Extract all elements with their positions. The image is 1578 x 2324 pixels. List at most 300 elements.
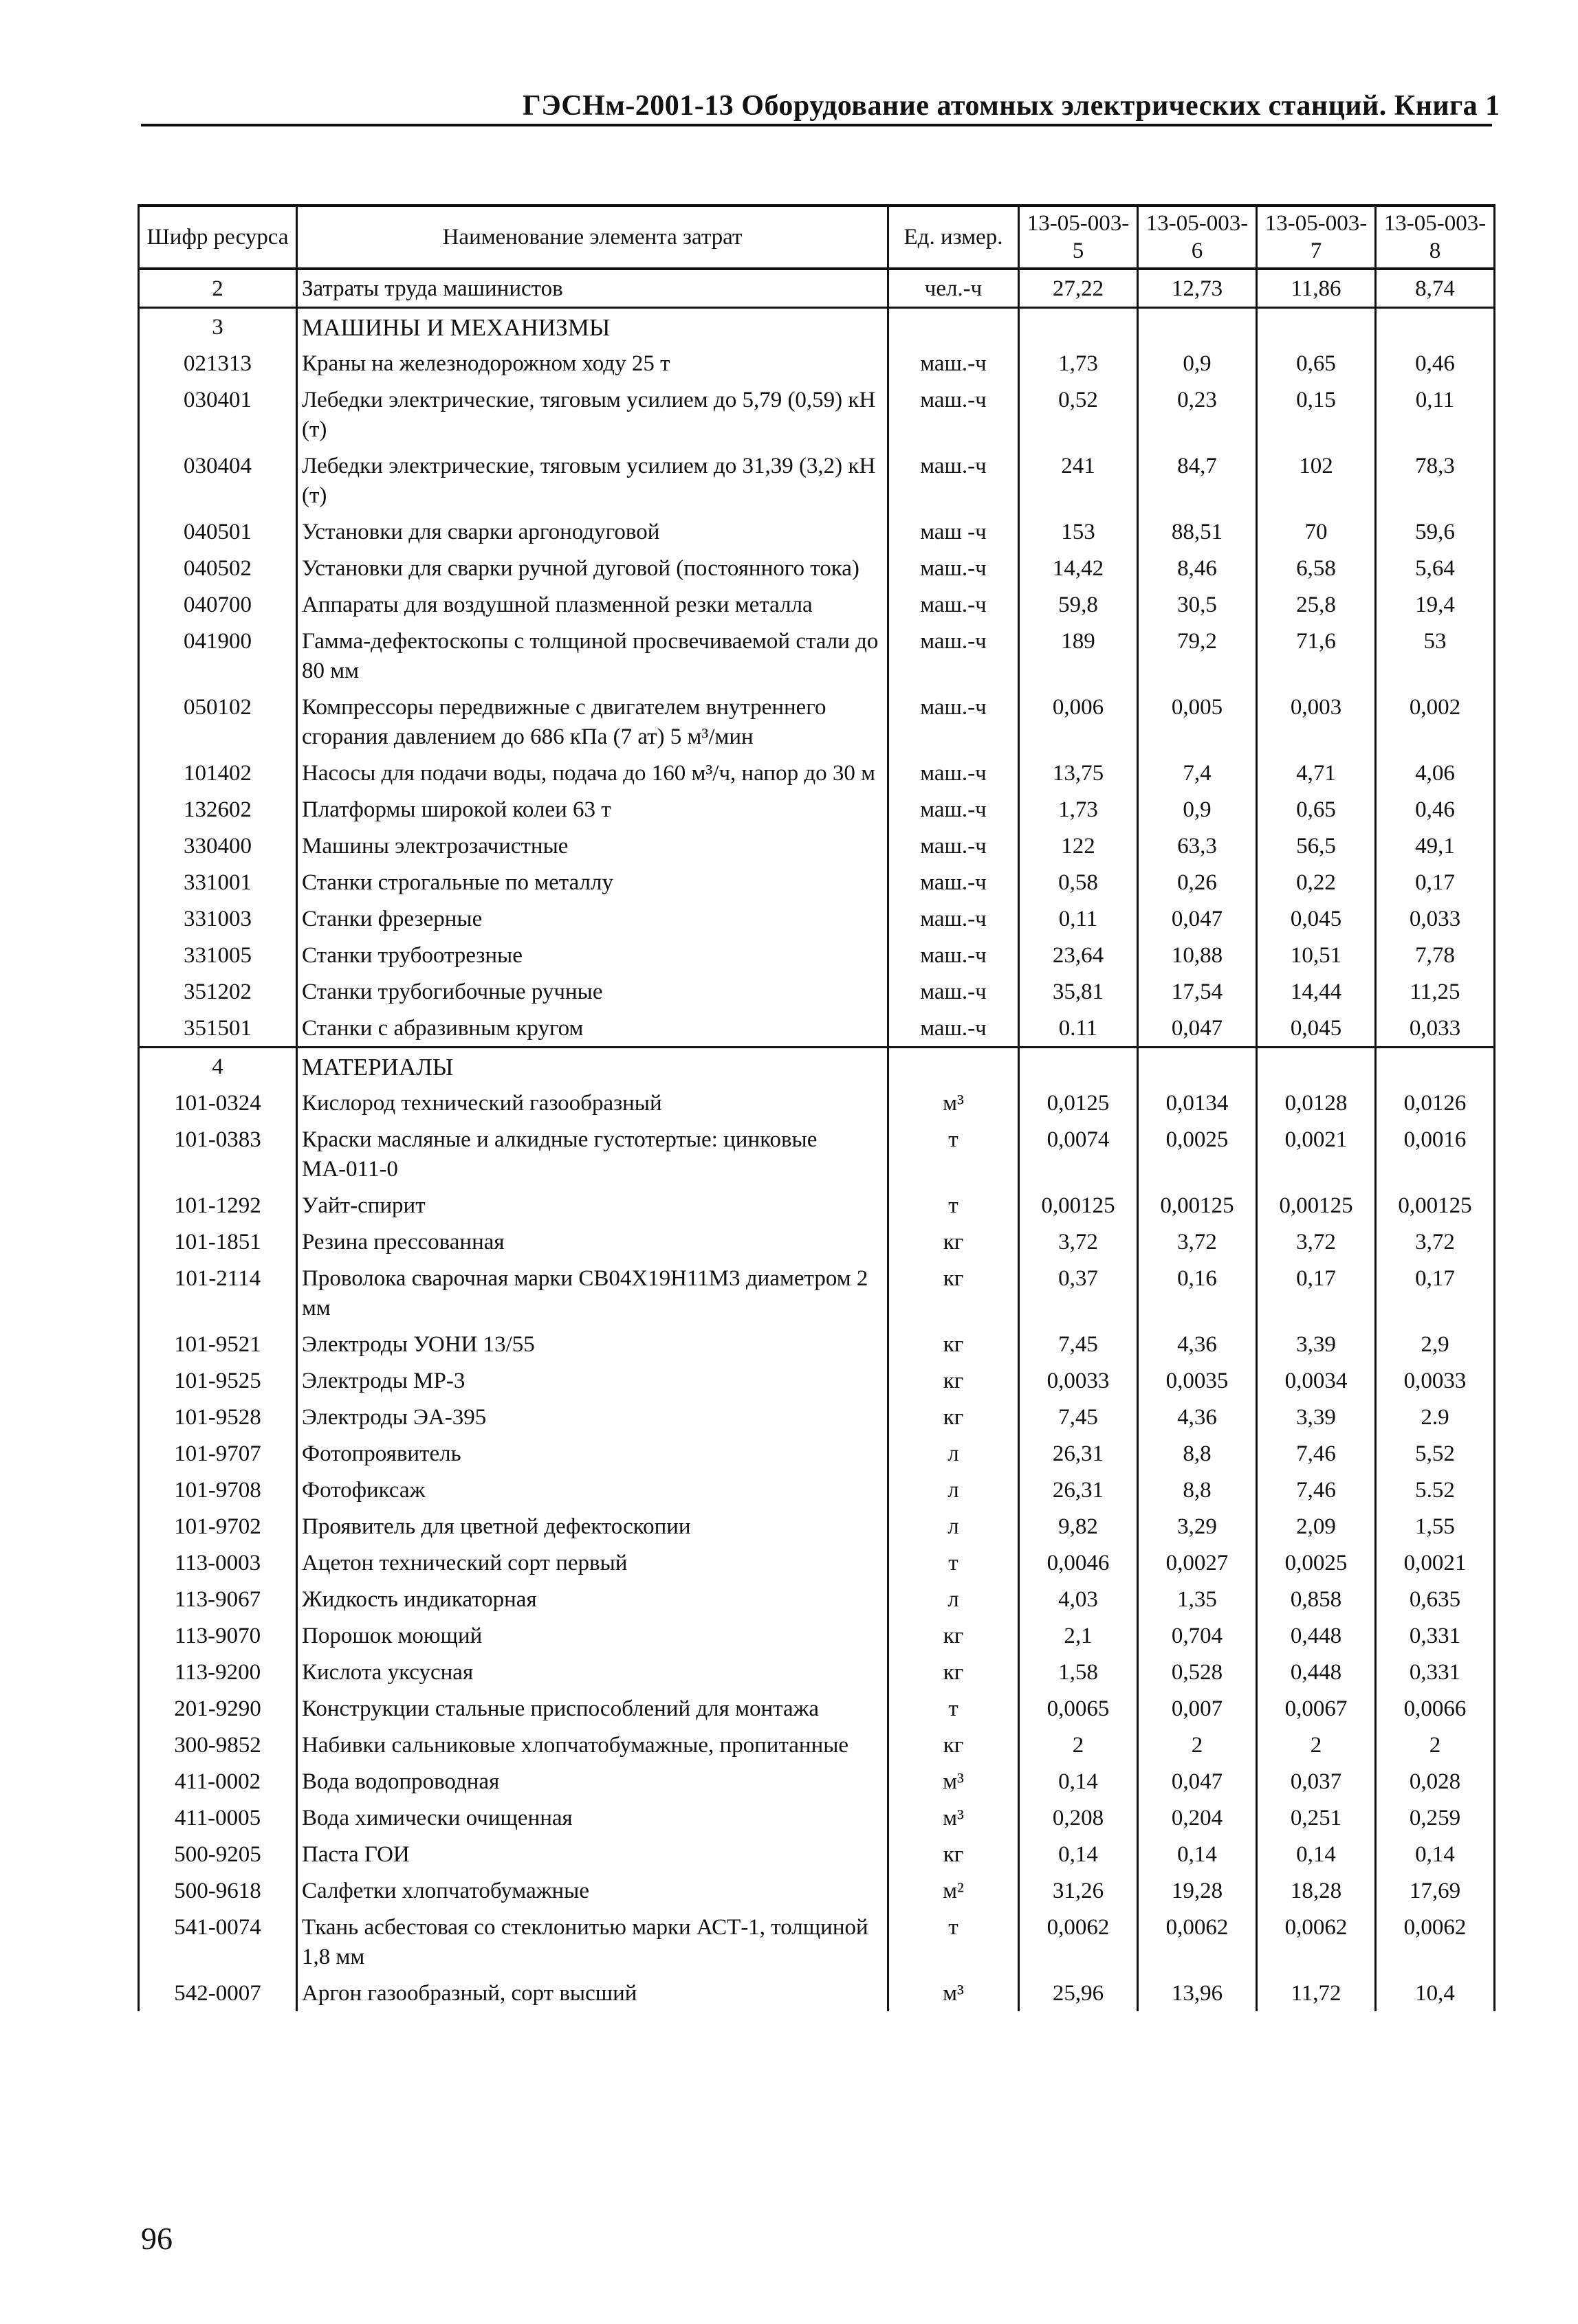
unit-cell: л: [888, 1472, 1019, 1508]
unit-cell: маш.-ч: [888, 447, 1019, 513]
resource-name-cell: Проволока сварочная марки СВ04Х19Н11М3 диаметром 2 мм: [297, 1260, 888, 1326]
table-row: [139, 755, 1495, 791]
table-row: [139, 1800, 1495, 1836]
value-cell-13-05-003-8: 5.52: [1376, 1472, 1495, 1508]
unit-cell: кг: [888, 1617, 1019, 1654]
value-cell-13-05-003-5: 0,58: [1019, 864, 1138, 900]
resource-name-cell: Компрессоры передвижные с двигателем внутреннего сгорания давлением до 686 кПа (7 ат) 5 м³/мин: [297, 689, 888, 755]
value-cell-13-05-003-7: 0,0034: [1257, 1362, 1376, 1399]
resource-name-cell: Вода водопроводная: [297, 1763, 888, 1800]
section-row: [139, 1048, 1495, 1085]
resource-code-cell: 101-1292: [139, 1187, 297, 1224]
resource-code-cell: 542-0007: [139, 1975, 297, 2011]
value-cell-13-05-003-5: 26,31: [1019, 1472, 1138, 1508]
value-cell-13-05-003-6: 0,0025: [1138, 1121, 1257, 1187]
value-cell-13-05-003-7: 10,51: [1257, 937, 1376, 973]
value-cell-13-05-003-7: 0,00125: [1257, 1187, 1376, 1224]
table-row: [139, 791, 1495, 828]
unit-cell: кг: [888, 1654, 1019, 1690]
value-cell-13-05-003-5: 0,14: [1019, 1763, 1138, 1800]
resource-name-cell: Фотопроявитель: [297, 1435, 888, 1472]
table-row: [139, 1121, 1495, 1187]
resource-code-cell: 201-9290: [139, 1690, 297, 1727]
value-cell-13-05-003-5: 0,0033: [1019, 1362, 1138, 1399]
resource-name-cell: Салфетки хлопчатобумажные: [297, 1872, 888, 1909]
section-row: [139, 308, 1495, 346]
resource-code-cell: 2: [139, 269, 297, 308]
value-cell-13-05-003-8: 5,52: [1376, 1435, 1495, 1472]
resource-code-cell: 101-9528: [139, 1399, 297, 1435]
value-cell-13-05-003-8: 19,4: [1376, 586, 1495, 623]
value-cell-13-05-003-8: 78,3: [1376, 447, 1495, 513]
table-row: [139, 345, 1495, 381]
resource-code-cell: 050102: [139, 689, 297, 755]
resource-code-cell: 132602: [139, 791, 297, 828]
unit-cell: кг: [888, 1326, 1019, 1362]
value-cell-13-05-003-6: 0,007: [1138, 1690, 1257, 1727]
value-cell-13-05-003-6: 30,5: [1138, 586, 1257, 623]
value-cell-13-05-003-5: 35,81: [1019, 973, 1138, 1010]
resource-code-cell: 500-9205: [139, 1836, 297, 1872]
value-cell-13-05-003-8: 0,0033: [1376, 1362, 1495, 1399]
value-cell-13-05-003-7: 0,448: [1257, 1617, 1376, 1654]
value-cell-13-05-003-6: 0,047: [1138, 900, 1257, 937]
value-cell-13-05-003-5: 2,1: [1019, 1617, 1138, 1654]
value-cell-13-05-003-8: 17,69: [1376, 1872, 1495, 1909]
resource-name-cell: Станки трубогибочные ручные: [297, 973, 888, 1010]
unit-cell: т: [888, 1187, 1019, 1224]
unit-cell: [888, 1048, 1019, 1085]
table-row: [139, 1508, 1495, 1545]
table-row: [139, 1763, 1495, 1800]
table-row: [139, 1472, 1495, 1508]
table-row: [139, 550, 1495, 586]
value-cell-13-05-003-5: 59,8: [1019, 586, 1138, 623]
value-cell-13-05-003-8: [1376, 1048, 1495, 1085]
unit-cell: [888, 308, 1019, 346]
resource-code-cell: 4: [139, 1048, 297, 1085]
unit-cell: маш.-ч: [888, 689, 1019, 755]
resource-code-cell: 113-9070: [139, 1617, 297, 1654]
unit-cell: маш.-ч: [888, 550, 1019, 586]
value-cell-13-05-003-6: 0,14: [1138, 1836, 1257, 1872]
value-cell-13-05-003-5: [1019, 308, 1138, 346]
value-cell-13-05-003-6: [1138, 308, 1257, 346]
resource-name-cell: Краски масляные и алкидные густотертые: цинковые МА-011-0: [297, 1121, 888, 1187]
value-cell-13-05-003-8: 7,78: [1376, 937, 1495, 973]
unit-cell: л: [888, 1435, 1019, 1472]
value-cell-13-05-003-6: [1138, 1048, 1257, 1085]
resource-name-cell: Кислород технический газообразный: [297, 1085, 888, 1121]
value-cell-13-05-003-5: 153: [1019, 513, 1138, 550]
resource-code-cell: 101-0383: [139, 1121, 297, 1187]
value-cell-13-05-003-5: 23,64: [1019, 937, 1138, 973]
table-row: [139, 381, 1495, 447]
page-number: 96: [141, 2221, 173, 2256]
value-cell-13-05-003-5: 9,82: [1019, 1508, 1138, 1545]
value-cell-13-05-003-6: 0,00125: [1138, 1187, 1257, 1224]
resource-name-cell: Паста ГОИ: [297, 1836, 888, 1872]
resource-code-cell: 113-9067: [139, 1581, 297, 1617]
unit-cell: маш.-ч: [888, 791, 1019, 828]
value-cell-13-05-003-6: 0,704: [1138, 1617, 1257, 1654]
value-cell-13-05-003-6: 0,0027: [1138, 1545, 1257, 1581]
value-cell-13-05-003-5: 25,96: [1019, 1975, 1138, 2011]
value-cell-13-05-003-6: 7,4: [1138, 755, 1257, 791]
unit-cell: т: [888, 1121, 1019, 1187]
value-cell-13-05-003-5: 0,0065: [1019, 1690, 1138, 1727]
value-cell-13-05-003-5: 0,0074: [1019, 1121, 1138, 1187]
value-cell-13-05-003-7: 0,15: [1257, 381, 1376, 447]
value-cell-13-05-003-6: 4,36: [1138, 1399, 1257, 1435]
value-cell-13-05-003-8: 0,0021: [1376, 1545, 1495, 1581]
value-cell-13-05-003-5: [1019, 1048, 1138, 1085]
resource-name-cell: Жидкость индикаторная: [297, 1581, 888, 1617]
value-cell-13-05-003-5: 27,22: [1019, 269, 1138, 308]
value-cell-13-05-003-6: 8,46: [1138, 550, 1257, 586]
value-cell-13-05-003-5: 4,03: [1019, 1581, 1138, 1617]
document-header-title: ГЭСНм-2001-13 Оборудование атомных электрических станций. Книга 1: [523, 90, 1500, 122]
column-header-13-05-003-5: 13-05-003-5: [1019, 206, 1138, 269]
value-cell-13-05-003-5: 13,75: [1019, 755, 1138, 791]
resource-code-cell: 030401: [139, 381, 297, 447]
value-cell-13-05-003-6: 0,0035: [1138, 1362, 1257, 1399]
value-cell-13-05-003-5: 1,73: [1019, 791, 1138, 828]
value-cell-13-05-003-8: 2,9: [1376, 1326, 1495, 1362]
value-cell-13-05-003-8: 0,331: [1376, 1654, 1495, 1690]
table-body: [139, 269, 1495, 2011]
value-cell-13-05-003-7: 0,448: [1257, 1654, 1376, 1690]
value-cell-13-05-003-8: 0,033: [1376, 900, 1495, 937]
value-cell-13-05-003-5: 0,006: [1019, 689, 1138, 755]
unit-cell: чел.-ч: [888, 269, 1019, 308]
value-cell-13-05-003-7: 71,6: [1257, 623, 1376, 689]
table-row: [139, 1362, 1495, 1399]
resource-code-cell: 101-9525: [139, 1362, 297, 1399]
value-cell-13-05-003-5: 7,45: [1019, 1399, 1138, 1435]
value-cell-13-05-003-6: 0,528: [1138, 1654, 1257, 1690]
unit-cell: маш.-ч: [888, 345, 1019, 381]
value-cell-13-05-003-8: 0,028: [1376, 1763, 1495, 1800]
value-cell-13-05-003-6: 63,3: [1138, 828, 1257, 864]
table-row: [139, 1909, 1495, 1975]
value-cell-13-05-003-7: [1257, 308, 1376, 346]
value-cell-13-05-003-5: 26,31: [1019, 1435, 1138, 1472]
unit-cell: маш -ч: [888, 513, 1019, 550]
value-cell-13-05-003-5: 0.11: [1019, 1010, 1138, 1048]
value-cell-13-05-003-5: 0,0046: [1019, 1545, 1138, 1581]
value-cell-13-05-003-6: 8,8: [1138, 1435, 1257, 1472]
resource-name-cell: Насосы для подачи воды, подача до 160 м³/ч, напор до 30 м: [297, 755, 888, 791]
resource-code-cell: 411-0002: [139, 1763, 297, 1800]
resource-code-cell: 041900: [139, 623, 297, 689]
resource-name-cell: Аргон газообразный, сорт высший: [297, 1975, 888, 2011]
value-cell-13-05-003-7: 56,5: [1257, 828, 1376, 864]
resource-name-cell: Станки с абразивным кругом: [297, 1010, 888, 1048]
value-cell-13-05-003-8: 53: [1376, 623, 1495, 689]
value-cell-13-05-003-6: 12,73: [1138, 269, 1257, 308]
resource-code-cell: 030404: [139, 447, 297, 513]
value-cell-13-05-003-7: 70: [1257, 513, 1376, 550]
table-row: [139, 513, 1495, 550]
unit-cell: л: [888, 1581, 1019, 1617]
value-cell-13-05-003-8: 3,72: [1376, 1224, 1495, 1260]
resource-code-cell: 331003: [139, 900, 297, 937]
table-row: [139, 1727, 1495, 1763]
value-cell-13-05-003-7: 0,0021: [1257, 1121, 1376, 1187]
resource-name-cell: Установки для сварки аргонодуговой: [297, 513, 888, 550]
value-cell-13-05-003-7: 3,39: [1257, 1399, 1376, 1435]
resource-name-cell: Платформы широкой колеи 63 т: [297, 791, 888, 828]
value-cell-13-05-003-8: 0,46: [1376, 345, 1495, 381]
table-row: [139, 1187, 1495, 1224]
value-cell-13-05-003-7: 0,037: [1257, 1763, 1376, 1800]
value-cell-13-05-003-8: 0,17: [1376, 864, 1495, 900]
resource-name-cell: Фотофиксаж: [297, 1472, 888, 1508]
value-cell-13-05-003-6: 0,047: [1138, 1010, 1257, 1048]
column-header-unit: Ед. измер.: [888, 206, 1019, 269]
unit-cell: маш.-ч: [888, 900, 1019, 937]
value-cell-13-05-003-7: 11,72: [1257, 1975, 1376, 2011]
resource-name-cell: Станки фрезерные: [297, 900, 888, 937]
table-row: [139, 1975, 1495, 2011]
table-row: [139, 1872, 1495, 1909]
resource-code-cell: 101-9521: [139, 1326, 297, 1362]
value-cell-13-05-003-8: 2: [1376, 1727, 1495, 1763]
value-cell-13-05-003-5: 1,73: [1019, 345, 1138, 381]
resource-code-cell: 101-9707: [139, 1435, 297, 1472]
table-row: [139, 864, 1495, 900]
resource-name-cell: Кислота уксусная: [297, 1654, 888, 1690]
column-header-name: Наименование элемента затрат: [297, 206, 888, 269]
value-cell-13-05-003-7: 7,46: [1257, 1435, 1376, 1472]
unit-cell: маш.-ч: [888, 973, 1019, 1010]
unit-cell: маш.-ч: [888, 381, 1019, 447]
value-cell-13-05-003-8: 0,259: [1376, 1800, 1495, 1836]
resource-name-cell: Ткань асбестовая со стеклонитью марки АСТ-1, толщиной 1,8 мм: [297, 1909, 888, 1975]
value-cell-13-05-003-6: 0,047: [1138, 1763, 1257, 1800]
resource-name-cell: Электроды МР-3: [297, 1362, 888, 1399]
value-cell-13-05-003-6: 88,51: [1138, 513, 1257, 550]
resource-code-cell: 101-9702: [139, 1508, 297, 1545]
resource-code-cell: 331005: [139, 937, 297, 973]
column-header-code: Шифр ресурса: [139, 206, 297, 269]
resource-code-cell: 101402: [139, 755, 297, 791]
resource-name-cell: Затраты труда машинистов: [297, 269, 888, 308]
resource-code-cell: 113-0003: [139, 1545, 297, 1581]
resource-code-cell: 113-9200: [139, 1654, 297, 1690]
value-cell-13-05-003-5: 14,42: [1019, 550, 1138, 586]
table-row: [139, 1326, 1495, 1362]
resource-name-cell: Установки для сварки ручной дуговой (постоянного тока): [297, 550, 888, 586]
value-cell-13-05-003-6: 3,29: [1138, 1508, 1257, 1545]
value-cell-13-05-003-7: 0,045: [1257, 1010, 1376, 1048]
table-row: [139, 623, 1495, 689]
value-cell-13-05-003-5: 3,72: [1019, 1224, 1138, 1260]
value-cell-13-05-003-8: 5,64: [1376, 550, 1495, 586]
value-cell-13-05-003-6: 0,204: [1138, 1800, 1257, 1836]
resource-code-cell: 040502: [139, 550, 297, 586]
table-row: [139, 1654, 1495, 1690]
value-cell-13-05-003-8: [1376, 308, 1495, 346]
value-cell-13-05-003-5: 0,37: [1019, 1260, 1138, 1326]
value-cell-13-05-003-7: 0,0128: [1257, 1085, 1376, 1121]
value-cell-13-05-003-8: 0,0126: [1376, 1085, 1495, 1121]
value-cell-13-05-003-8: 0,0062: [1376, 1909, 1495, 1975]
column-header-13-05-003-8: 13-05-003-8: [1376, 206, 1495, 269]
unit-cell: т: [888, 1545, 1019, 1581]
table-row: [139, 689, 1495, 755]
resource-code-cell: 351202: [139, 973, 297, 1010]
value-cell-13-05-003-7: 25,8: [1257, 586, 1376, 623]
table-row: [139, 1545, 1495, 1581]
value-cell-13-05-003-6: 0,26: [1138, 864, 1257, 900]
resource-code-cell: 411-0005: [139, 1800, 297, 1836]
resource-name-cell: Электроды УОНИ 13/55: [297, 1326, 888, 1362]
resource-code-cell: 101-9708: [139, 1472, 297, 1508]
resource-name-cell: Вода химически очищенная: [297, 1800, 888, 1836]
resource-name-cell: Аппараты для воздушной плазменной резки металла: [297, 586, 888, 623]
unit-cell: т: [888, 1690, 1019, 1727]
resource-name-cell: Уайт-спирит: [297, 1187, 888, 1224]
unit-cell: кг: [888, 1260, 1019, 1326]
resource-name-cell: Конструкции стальные приспособлений для монтажа: [297, 1690, 888, 1727]
value-cell-13-05-003-5: 0,208: [1019, 1800, 1138, 1836]
unit-cell: маш.-ч: [888, 755, 1019, 791]
resource-cost-table: [138, 204, 1495, 2011]
value-cell-13-05-003-5: 0,0062: [1019, 1909, 1138, 1975]
value-cell-13-05-003-6: 2: [1138, 1727, 1257, 1763]
value-cell-13-05-003-5: 2: [1019, 1727, 1138, 1763]
value-cell-13-05-003-8: 0,00125: [1376, 1187, 1495, 1224]
value-cell-13-05-003-6: 0,16: [1138, 1260, 1257, 1326]
value-cell-13-05-003-5: 0,00125: [1019, 1187, 1138, 1224]
value-cell-13-05-003-8: 11,25: [1376, 973, 1495, 1010]
resource-name-cell: Станки трубоотрезные: [297, 937, 888, 973]
column-header-13-05-003-7: 13-05-003-7: [1257, 206, 1376, 269]
value-cell-13-05-003-7: 0,045: [1257, 900, 1376, 937]
unit-cell: м³: [888, 1975, 1019, 2011]
table-row: [139, 1617, 1495, 1654]
value-cell-13-05-003-7: 0,0067: [1257, 1690, 1376, 1727]
value-cell-13-05-003-7: 0,0025: [1257, 1545, 1376, 1581]
value-cell-13-05-003-7: 102: [1257, 447, 1376, 513]
unit-cell: кг: [888, 1224, 1019, 1260]
unit-cell: маш.-ч: [888, 586, 1019, 623]
value-cell-13-05-003-8: 0,17: [1376, 1260, 1495, 1326]
value-cell-13-05-003-7: 18,28: [1257, 1872, 1376, 1909]
value-cell-13-05-003-7: 0,0062: [1257, 1909, 1376, 1975]
table-row: [139, 1085, 1495, 1121]
table-row: [139, 269, 1495, 308]
value-cell-13-05-003-6: 3,72: [1138, 1224, 1257, 1260]
value-cell-13-05-003-5: 7,45: [1019, 1326, 1138, 1362]
value-cell-13-05-003-5: 0,52: [1019, 381, 1138, 447]
value-cell-13-05-003-7: 0,003: [1257, 689, 1376, 755]
value-cell-13-05-003-5: 189: [1019, 623, 1138, 689]
resource-name-cell: Проявитель для цветной дефектоскопии: [297, 1508, 888, 1545]
value-cell-13-05-003-8: 4,06: [1376, 755, 1495, 791]
unit-cell: л: [888, 1508, 1019, 1545]
value-cell-13-05-003-6: 0,0062: [1138, 1909, 1257, 1975]
resource-code-cell: 351501: [139, 1010, 297, 1048]
value-cell-13-05-003-5: 0,0125: [1019, 1085, 1138, 1121]
value-cell-13-05-003-8: 0,46: [1376, 791, 1495, 828]
unit-cell: маш.-ч: [888, 864, 1019, 900]
resource-name-cell: Резина прессованная: [297, 1224, 888, 1260]
value-cell-13-05-003-7: 0,65: [1257, 345, 1376, 381]
unit-cell: кг: [888, 1362, 1019, 1399]
value-cell-13-05-003-5: 0,14: [1019, 1836, 1138, 1872]
value-cell-13-05-003-6: 0,9: [1138, 791, 1257, 828]
unit-cell: маш.-ч: [888, 1010, 1019, 1048]
resource-name-cell: Лебедки электрические, тяговым усилием до 31,39 (3,2) кН (т): [297, 447, 888, 513]
value-cell-13-05-003-7: [1257, 1048, 1376, 1085]
value-cell-13-05-003-6: 13,96: [1138, 1975, 1257, 2011]
resource-code-cell: 040501: [139, 513, 297, 550]
value-cell-13-05-003-7: 0,14: [1257, 1836, 1376, 1872]
value-cell-13-05-003-8: 59,6: [1376, 513, 1495, 550]
unit-cell: кг: [888, 1836, 1019, 1872]
table-row: [139, 586, 1495, 623]
resource-name-cell: Электроды ЭА-395: [297, 1399, 888, 1435]
value-cell-13-05-003-8: 0,0066: [1376, 1690, 1495, 1727]
value-cell-13-05-003-6: 0,005: [1138, 689, 1257, 755]
value-cell-13-05-003-6: 4,36: [1138, 1326, 1257, 1362]
column-header-13-05-003-6: 13-05-003-6: [1138, 206, 1257, 269]
value-cell-13-05-003-8: 8,74: [1376, 269, 1495, 308]
value-cell-13-05-003-8: 10,4: [1376, 1975, 1495, 2011]
value-cell-13-05-003-7: 0,65: [1257, 791, 1376, 828]
resource-code-cell: 500-9618: [139, 1872, 297, 1909]
table-row: [139, 1581, 1495, 1617]
unit-cell: кг: [888, 1399, 1019, 1435]
value-cell-13-05-003-8: 0,331: [1376, 1617, 1495, 1654]
resource-name-cell: Гамма-дефектоскопы с толщиной просвечиваемой стали до 80 мм: [297, 623, 888, 689]
resource-name-cell: Станки строгальные по металлу: [297, 864, 888, 900]
value-cell-13-05-003-7: 7,46: [1257, 1472, 1376, 1508]
table-row: [139, 937, 1495, 973]
header-rule: [141, 124, 1492, 126]
resource-name-cell: Ацетон технический сорт первый: [297, 1545, 888, 1581]
resource-code-cell: 541-0074: [139, 1909, 297, 1975]
value-cell-13-05-003-8: 0,033: [1376, 1010, 1495, 1048]
resource-code-cell: 101-1851: [139, 1224, 297, 1260]
table-row: [139, 973, 1495, 1010]
unit-cell: кг: [888, 1727, 1019, 1763]
resource-code-cell: 040700: [139, 586, 297, 623]
resource-name-cell: Лебедки электрические, тяговым усилием до 5,79 (0,59) кН (т): [297, 381, 888, 447]
table-row: [139, 1399, 1495, 1435]
unit-cell: м³: [888, 1085, 1019, 1121]
value-cell-13-05-003-7: 3,72: [1257, 1224, 1376, 1260]
resource-code-cell: 3: [139, 308, 297, 346]
unit-cell: м³: [888, 1763, 1019, 1800]
unit-cell: маш.-ч: [888, 828, 1019, 864]
value-cell-13-05-003-6: 17,54: [1138, 973, 1257, 1010]
unit-cell: маш.-ч: [888, 623, 1019, 689]
table-row: [139, 1435, 1495, 1472]
value-cell-13-05-003-5: 0,11: [1019, 900, 1138, 937]
table-row: [139, 1836, 1495, 1872]
resource-code-cell: 300-9852: [139, 1727, 297, 1763]
value-cell-13-05-003-7: 14,44: [1257, 973, 1376, 1010]
resource-code-cell: 101-2114: [139, 1260, 297, 1326]
value-cell-13-05-003-8: 1,55: [1376, 1508, 1495, 1545]
resource-name-cell: Краны на железнодорожном ходу 25 т: [297, 345, 888, 381]
resource-name-cell: Порошок моющий: [297, 1617, 888, 1654]
value-cell-13-05-003-6: 0,23: [1138, 381, 1257, 447]
